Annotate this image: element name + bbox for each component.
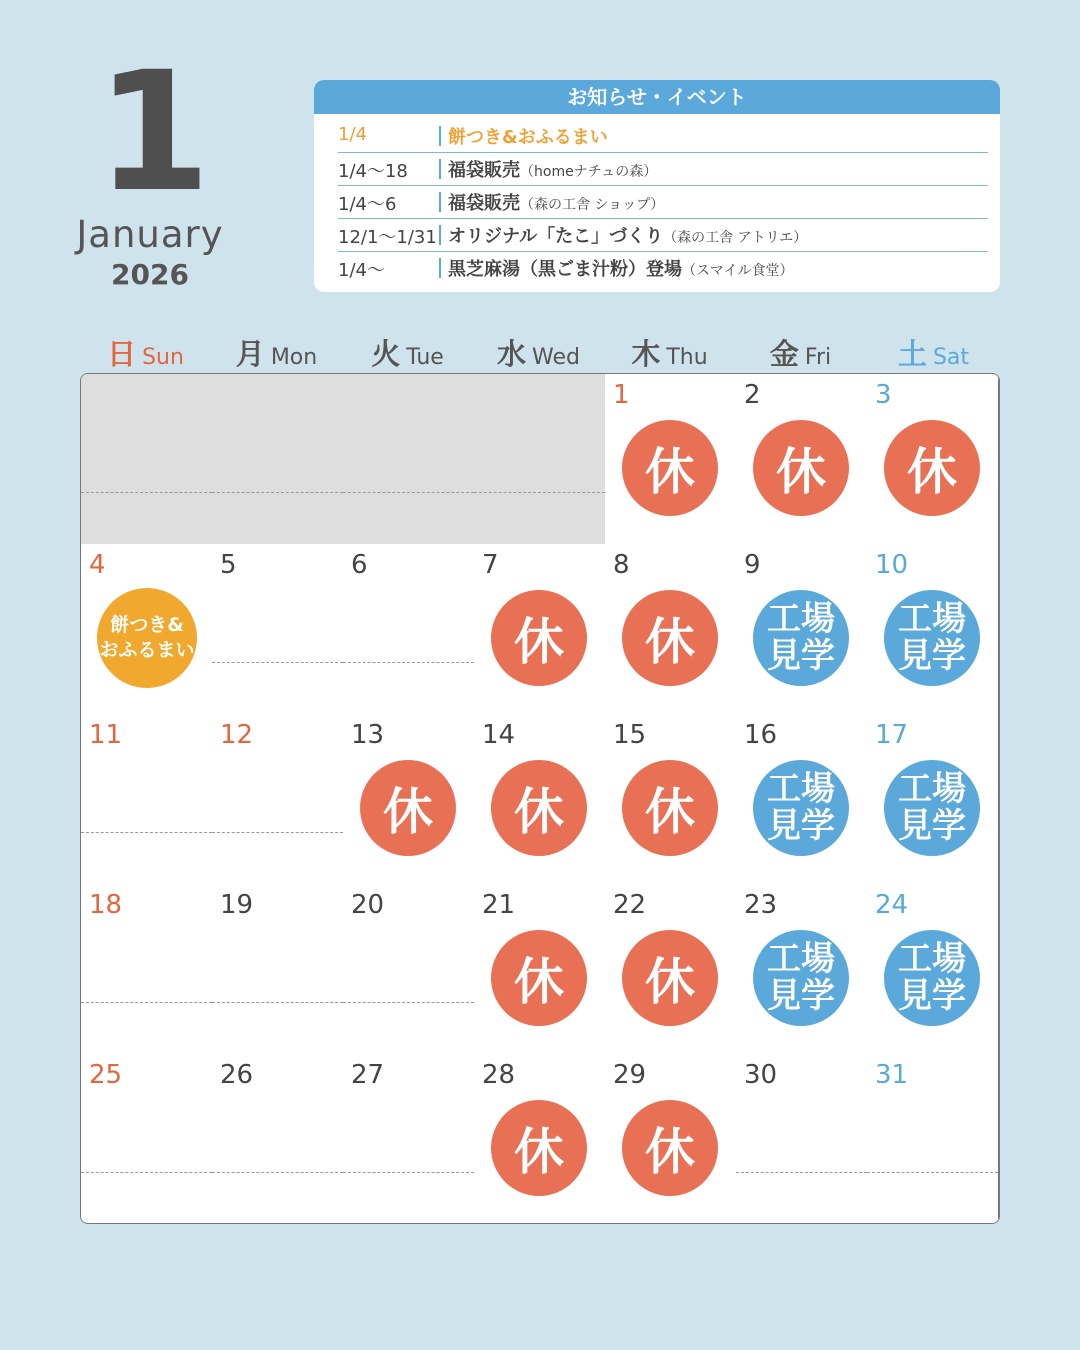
day-cell bbox=[212, 884, 344, 1055]
day-number: 28 bbox=[482, 1060, 516, 1090]
notice-date: 1/4〜 bbox=[338, 260, 385, 281]
closed-day-badge: 休 bbox=[491, 930, 587, 1026]
calendar-grid bbox=[80, 373, 1000, 1224]
closed-day-badge: 休 bbox=[622, 760, 718, 856]
factory-tour-badge: 工場 見学 bbox=[753, 590, 849, 686]
day-cell bbox=[474, 884, 606, 1055]
day-cell bbox=[212, 544, 344, 715]
day-number: 22 bbox=[613, 890, 647, 920]
notice-title: お知らせ・イベント bbox=[314, 80, 1000, 114]
month-year: 2026 bbox=[111, 258, 189, 291]
day-cell bbox=[867, 884, 999, 1055]
day-number: 17 bbox=[875, 720, 909, 750]
day-cell bbox=[867, 1054, 999, 1224]
day-cell bbox=[867, 544, 999, 715]
cell-guideline bbox=[736, 1172, 867, 1173]
day-cell bbox=[81, 544, 213, 715]
weekday-thu: 木 Thu bbox=[631, 337, 708, 371]
month-name: January bbox=[76, 213, 224, 256]
notice-text: 餅つき&おふるまい bbox=[448, 127, 608, 148]
day-number: 29 bbox=[613, 1060, 647, 1090]
notice-date: 12/1〜1/31 bbox=[338, 227, 437, 248]
day-cell bbox=[605, 544, 737, 715]
day-number: 20 bbox=[351, 890, 385, 920]
day-cell bbox=[212, 714, 344, 885]
notice-panel bbox=[314, 80, 1000, 292]
day-cell bbox=[474, 1054, 606, 1224]
empty-day-cell bbox=[81, 374, 213, 545]
day-cell bbox=[343, 884, 475, 1055]
notice-divider bbox=[439, 159, 441, 179]
weekday-tue: 火 Tue bbox=[371, 337, 444, 371]
day-number: 27 bbox=[351, 1060, 385, 1090]
closed-day-badge: 休 bbox=[884, 420, 980, 516]
day-number: 16 bbox=[744, 720, 778, 750]
day-cell bbox=[605, 374, 737, 545]
day-number: 14 bbox=[482, 720, 516, 750]
notice-item bbox=[338, 120, 988, 153]
day-number: 19 bbox=[220, 890, 254, 920]
cell-guideline bbox=[212, 832, 343, 833]
empty-day-cell bbox=[212, 374, 344, 545]
closed-day-badge: 休 bbox=[360, 760, 456, 856]
day-number: 13 bbox=[351, 720, 385, 750]
day-cell bbox=[867, 714, 999, 885]
closed-day-badge: 休 bbox=[491, 1100, 587, 1196]
cell-guideline bbox=[343, 1002, 474, 1003]
day-cell bbox=[736, 714, 868, 885]
empty-day-cell bbox=[343, 374, 475, 545]
weekday-mon: 月 Mon bbox=[235, 337, 318, 371]
notice-item bbox=[338, 252, 988, 284]
empty-day-cell bbox=[474, 374, 606, 545]
day-number: 15 bbox=[613, 720, 647, 750]
day-cell bbox=[736, 1054, 868, 1224]
factory-tour-badge: 工場 見学 bbox=[884, 930, 980, 1026]
day-number: 9 bbox=[744, 550, 761, 580]
day-number: 5 bbox=[220, 550, 237, 580]
day-number: 23 bbox=[744, 890, 778, 920]
weekday-sun: 日 Sun bbox=[107, 337, 184, 371]
cell-guideline bbox=[343, 492, 474, 493]
day-cell bbox=[81, 1054, 213, 1224]
weekday-wed: 水 Wed bbox=[497, 337, 580, 371]
day-number: 10 bbox=[875, 550, 909, 580]
day-cell bbox=[474, 544, 606, 715]
closed-day-badge: 休 bbox=[491, 760, 587, 856]
notice-date: 1/4 bbox=[338, 124, 367, 145]
day-cell bbox=[736, 884, 868, 1055]
day-number: 8 bbox=[613, 550, 630, 580]
day-cell bbox=[605, 884, 737, 1055]
cell-guideline bbox=[474, 492, 605, 493]
closed-day-badge: 休 bbox=[622, 420, 718, 516]
day-number: 26 bbox=[220, 1060, 254, 1090]
cell-guideline bbox=[867, 1172, 998, 1173]
factory-tour-badge: 工場 見学 bbox=[884, 760, 980, 856]
day-cell bbox=[212, 1054, 344, 1224]
day-cell bbox=[343, 714, 475, 885]
day-cell bbox=[867, 374, 999, 545]
day-cell bbox=[736, 374, 868, 545]
day-number: 31 bbox=[875, 1060, 909, 1090]
month-number: 1 bbox=[96, 36, 211, 228]
day-number: 21 bbox=[482, 890, 516, 920]
day-cell bbox=[343, 544, 475, 715]
day-number: 12 bbox=[220, 720, 254, 750]
cell-guideline bbox=[212, 662, 343, 663]
cell-guideline bbox=[81, 1002, 212, 1003]
day-number: 3 bbox=[875, 380, 892, 410]
day-number: 6 bbox=[351, 550, 368, 580]
day-number: 2 bbox=[744, 380, 761, 410]
cell-guideline bbox=[81, 492, 212, 493]
day-number: 11 bbox=[89, 720, 123, 750]
cell-guideline bbox=[343, 1172, 474, 1173]
day-number: 7 bbox=[482, 550, 499, 580]
notice-item bbox=[338, 219, 988, 252]
day-number: 24 bbox=[875, 890, 909, 920]
cell-guideline bbox=[212, 1002, 343, 1003]
notice-text: 福袋販売（homeナチュの森） bbox=[448, 160, 658, 181]
closed-day-badge: 休 bbox=[622, 1100, 718, 1196]
notice-text: 黒芝麻湯（黒ごま汁粉）登場（スマイル食堂） bbox=[448, 259, 794, 280]
day-number: 4 bbox=[89, 550, 106, 580]
notice-text: 福袋販売（森の工舎 ショップ） bbox=[448, 193, 665, 214]
day-cell bbox=[343, 1054, 475, 1224]
notice-divider bbox=[439, 225, 441, 245]
notice-divider bbox=[439, 192, 441, 212]
cell-guideline bbox=[212, 492, 343, 493]
day-number: 18 bbox=[89, 890, 123, 920]
day-cell bbox=[605, 714, 737, 885]
cell-guideline bbox=[343, 662, 474, 663]
day-number: 25 bbox=[89, 1060, 123, 1090]
notice-date: 1/4〜6 bbox=[338, 194, 397, 215]
weekday-fri: 金 Fri bbox=[769, 337, 832, 371]
factory-tour-badge: 工場 見学 bbox=[753, 760, 849, 856]
day-cell bbox=[474, 714, 606, 885]
notice-date: 1/4〜18 bbox=[338, 161, 408, 182]
day-cell bbox=[736, 544, 868, 715]
day-cell bbox=[81, 884, 213, 1055]
day-cell bbox=[81, 714, 213, 885]
cell-guideline bbox=[81, 1172, 212, 1173]
closed-day-badge: 休 bbox=[491, 590, 587, 686]
notice-item bbox=[338, 153, 988, 186]
cell-guideline bbox=[212, 1172, 343, 1173]
mochi-event-badge: 餅つき& おふるまい bbox=[97, 588, 197, 688]
weekday-sat: 土 Sat bbox=[897, 337, 970, 371]
notice-divider bbox=[439, 258, 441, 278]
factory-tour-badge: 工場 見学 bbox=[884, 590, 980, 686]
closed-day-badge: 休 bbox=[753, 420, 849, 516]
cell-guideline bbox=[81, 832, 212, 833]
closed-day-badge: 休 bbox=[622, 930, 718, 1026]
notice-divider bbox=[439, 126, 441, 146]
day-number: 1 bbox=[613, 380, 630, 410]
day-cell bbox=[605, 1054, 737, 1224]
factory-tour-badge: 工場 見学 bbox=[753, 930, 849, 1026]
closed-day-badge: 休 bbox=[622, 590, 718, 686]
notice-item bbox=[338, 186, 988, 219]
day-number: 30 bbox=[744, 1060, 778, 1090]
notice-text: オリジナル「たこ」づくり（森の工舎 アトリエ） bbox=[448, 226, 808, 247]
